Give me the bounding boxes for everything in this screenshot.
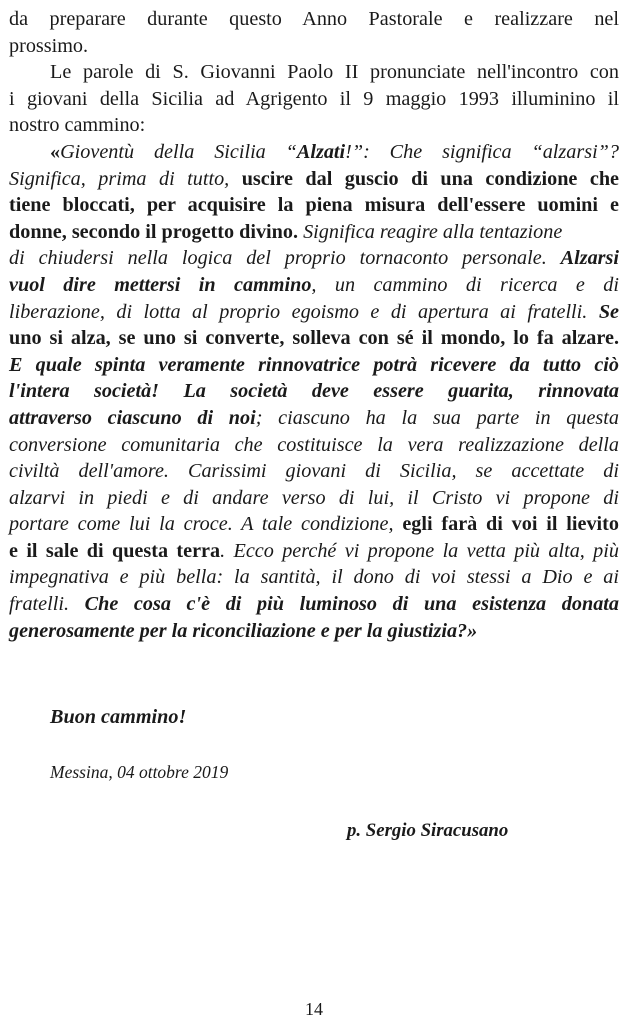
text-run: . Ecco perché vi propone la vetta più alta, più	[220, 539, 619, 562]
text-run: !”: Che significa “alzarsi”?	[345, 140, 619, 163]
text-run: Che cosa c'è di più luminoso di una esistenza donata	[84, 593, 619, 616]
text-run: impegnativa e più bella: la santità, il dono di voi stessi a Dio e ai	[9, 566, 619, 589]
text-line	[9, 325, 619, 352]
text-run: Alzarsi	[560, 247, 619, 270]
text-line	[9, 485, 619, 512]
text-line	[9, 219, 619, 246]
author-signature: p. Sergio Siracusano	[347, 820, 509, 841]
text-run: alzarvi in piedi e di andare verso di lui, il Cristo vi propone di	[9, 486, 619, 509]
text-line	[9, 618, 619, 645]
text-run: attraverso ciascuno di noi	[9, 406, 256, 429]
text-run: Significa, prima di tutto,	[9, 167, 242, 190]
text-run: egli farà di voi il lievito	[402, 513, 619, 536]
text-run: , un cammino di ricerca e di	[311, 273, 620, 296]
text-run: l'intera società! La società deve essere guarita, rinnovata	[9, 380, 619, 403]
text-line	[9, 432, 619, 459]
text-run: ; ciascuno ha la sua parte in questa	[255, 406, 619, 429]
text-run: fratelli.	[9, 593, 85, 616]
text-line	[9, 139, 619, 166]
text-run: Significa reagire alla tentazione	[298, 220, 563, 243]
text-run: da preparare durante questo Anno Pastorale e realizzare nel	[9, 8, 619, 30]
text-line	[9, 272, 619, 299]
closing-greeting: Buon cammino!	[50, 706, 187, 728]
text-line	[9, 564, 619, 591]
text-run: Alzati	[296, 140, 346, 163]
text-run: vuol dire mettersi in cammino	[9, 273, 312, 296]
text-run: Se	[598, 300, 619, 323]
text-line	[9, 299, 619, 326]
text-run: di chiudersi nella logica del proprio tornaconto personale.	[9, 247, 561, 270]
text-line	[9, 378, 619, 405]
text-line	[9, 166, 619, 193]
letter-body	[9, 6, 619, 644]
text-run: nostro cammino:	[9, 114, 146, 137]
text-line	[9, 538, 619, 565]
text-run: uscire dal guscio di una condizione che	[241, 167, 620, 190]
text-run: donne, secondo il progetto divino.	[9, 220, 299, 243]
text-run: prossimo.	[9, 34, 89, 57]
text-line	[9, 112, 619, 139]
text-line	[9, 59, 619, 86]
text-run: conversione comunitaria che costituisce la vera realizzazione della	[9, 433, 619, 456]
place-and-date: Messina, 04 ottobre 2019	[50, 762, 229, 782]
text-line	[9, 192, 619, 219]
text-line	[9, 6, 619, 33]
text-line	[9, 405, 619, 432]
text-run: i giovani della Sicilia ad Agrigento il 9 maggio 1993 illuminino il	[9, 87, 619, 110]
text-run: e il sale di questa terra	[9, 539, 221, 562]
text-run: tiene bloccati, per acquisire la piena misura dell'essere uomini e	[9, 194, 619, 217]
text-line	[9, 86, 619, 113]
text-line	[9, 33, 619, 60]
text-line	[9, 511, 619, 538]
text-run: E quale spinta veramente rinnovatrice potrà ricevere da tutto ciò	[9, 353, 619, 376]
text-line	[9, 245, 619, 272]
text-run: uno si alza, se uno si converte, solleva con sé il mondo, lo fa alzare.	[9, 327, 619, 350]
text-line	[9, 458, 619, 485]
text-run: generosamente per la riconciliazione e per la giustizia?»	[9, 619, 478, 642]
text-line	[9, 591, 619, 618]
text-run: liberazione, di lotta al proprio egoismo e di apertura ai fratelli.	[9, 300, 599, 323]
text-run: Le parole di S. Giovanni Paolo II pronunciate nell'incontro con	[50, 61, 619, 84]
text-run: portare come lui la croce. A tale condizione,	[9, 513, 403, 536]
page-number: 14	[305, 999, 323, 1019]
text-line	[9, 352, 619, 379]
text-run: «	[50, 140, 61, 163]
text-run: Gioventù della Sicilia “	[60, 140, 297, 163]
text-run: civiltà dell'amore. Carissimi giovani di Sicilia, se accettate di	[9, 460, 619, 483]
